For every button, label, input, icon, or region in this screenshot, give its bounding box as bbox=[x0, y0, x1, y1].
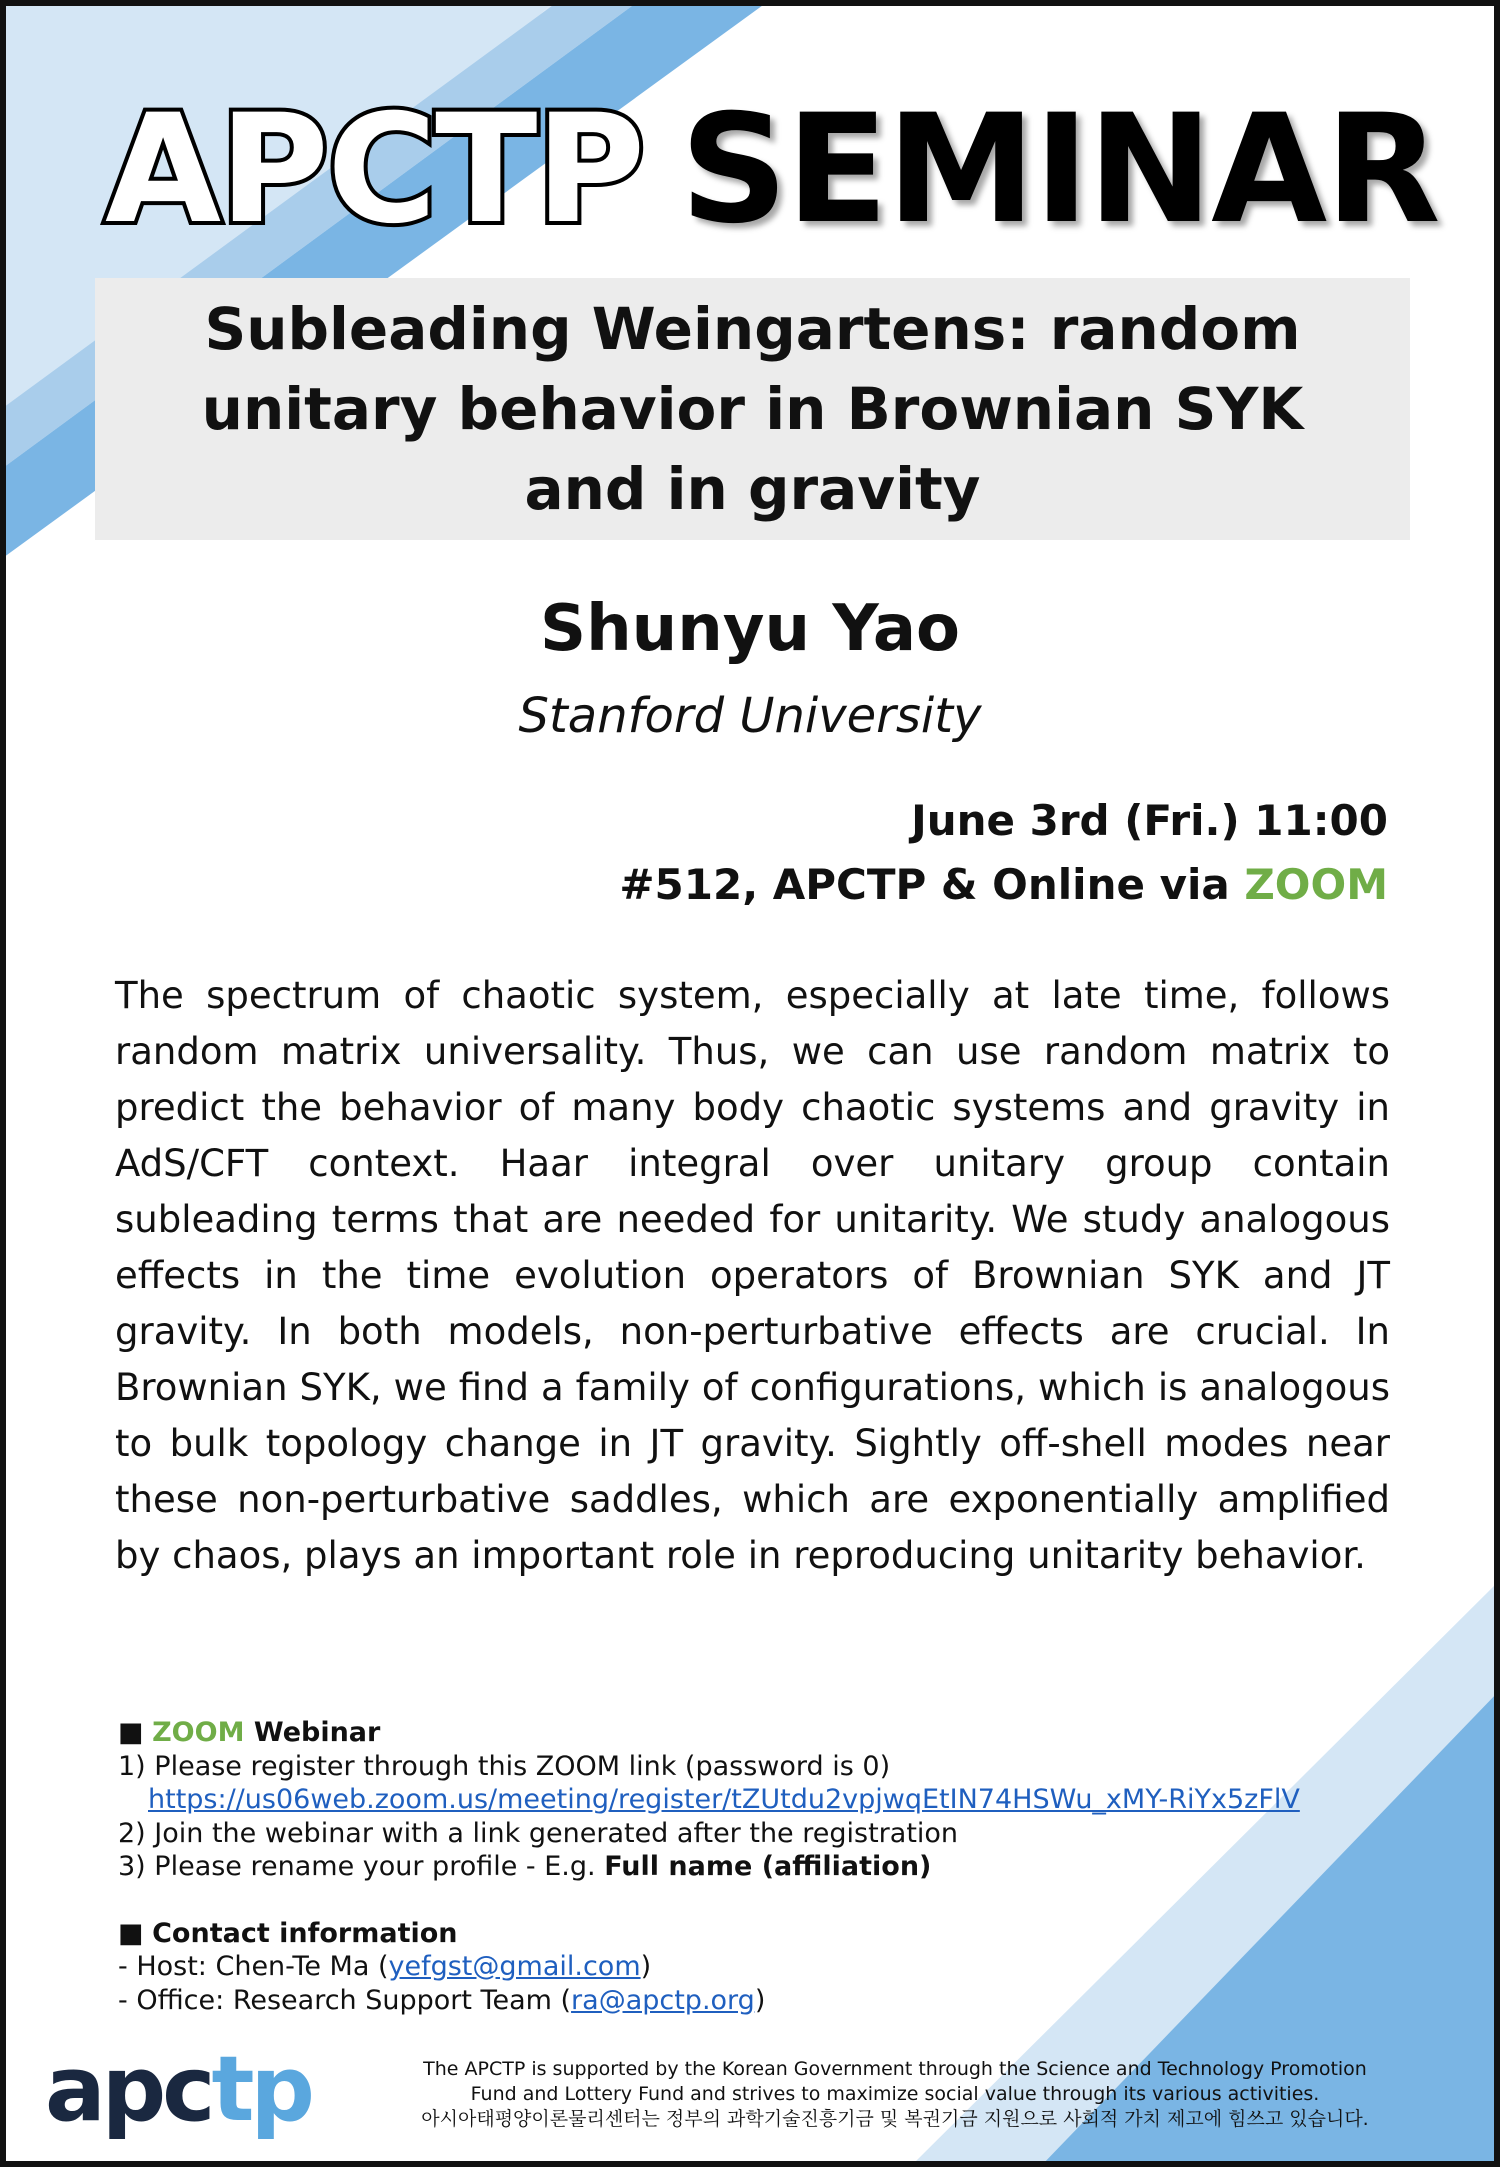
contact-heading-text: Contact information bbox=[152, 1917, 458, 1949]
venue-text: #512, APCTP & Online via bbox=[619, 860, 1245, 909]
zoom-heading-zoom: ZOOM bbox=[152, 1717, 245, 1748]
zoom-step-1: 1) Please register through this ZOOM link (password is 0) bbox=[118, 1750, 891, 1782]
contact-bullet: ■ bbox=[118, 1917, 144, 1949]
office-suffix: ) bbox=[754, 1984, 766, 2016]
zoom-heading-webinar: Webinar bbox=[244, 1717, 381, 1748]
host-suffix: ) bbox=[640, 1951, 652, 1982]
talk-date: June 3rd (Fri.) 11:00 bbox=[911, 796, 1388, 845]
title-seminar: SEMINAR bbox=[680, 83, 1439, 257]
host-email-link[interactable]: yefgst@gmail.com bbox=[388, 1951, 641, 1982]
logo-apc: apc bbox=[45, 2037, 212, 2142]
title-apctp: APCTP bbox=[105, 83, 644, 257]
office-label: - Office: Research Support Team ( bbox=[118, 1984, 572, 2016]
office-email-link[interactable]: ra@apctp.org bbox=[571, 1984, 755, 2016]
abstract: The spectrum of chaotic system, especially at late time, follows random matrix universality. Thus, we can use random matrix to predict the behavior of many body chaotic systems and gravity in AdS/CFT context. Haar integral over unitary group contain subleading terms that are needed for unitarity. We study analogous effects in the time evolution operators of Brownian SYK and JT gravity. In both models, non-perturbative effects are crucial. In Brownian SYK, we find a family of configurations, which is analogous to bulk topology change in JT gravity. Sightly off-shell modes near these non-perturbative saddles, which are exponentially amplified by chaos, plays an important role in reproducing unitarity behavior. bbox=[115, 974, 1390, 1577]
footer-line-2: Fund and Lottery Fund and strives to maximize social value through its various activities. bbox=[470, 2083, 1320, 2105]
speaker-affiliation: Stanford University bbox=[518, 688, 982, 744]
talk-title: Subleading Weingartens: random unitary behavior in Brownian SYK and in gravity bbox=[201, 295, 1304, 523]
zoom-step-3-bold: Full name (affiliation) bbox=[604, 1851, 932, 1882]
speaker-name: Shunyu Yao bbox=[540, 592, 960, 666]
venue-zoom: ZOOM bbox=[1244, 860, 1388, 909]
logo-tp: tp bbox=[211, 2037, 311, 2142]
host-label: - Host: Chen-Te Ma ( bbox=[118, 1951, 389, 1982]
footer-line-1: The APCTP is supported by the Korean Government through the Science and Technology Promotion bbox=[423, 2058, 1367, 2080]
zoom-bullet: ■ bbox=[118, 1717, 144, 1748]
footer-line-3: 아시아태평양이론물리센터는 정부의 과학기술진흥기금 및 복권기금 지원으로 사회적 가치 제고에 힘쓰고 있습니다. bbox=[421, 2108, 1369, 2130]
zoom-step-3-text: 3) Please rename your profile - E.g. bbox=[118, 1851, 605, 1882]
zoom-step-2: 2) Join the webinar with a link generated after the registration bbox=[118, 1817, 959, 1849]
zoom-register-link[interactable]: https://us06web.zoom.us/meeting/register/tZUtdu2vpjwqEtIN74HSWu_xMY-RiYx5zFlV bbox=[148, 1784, 1300, 1815]
